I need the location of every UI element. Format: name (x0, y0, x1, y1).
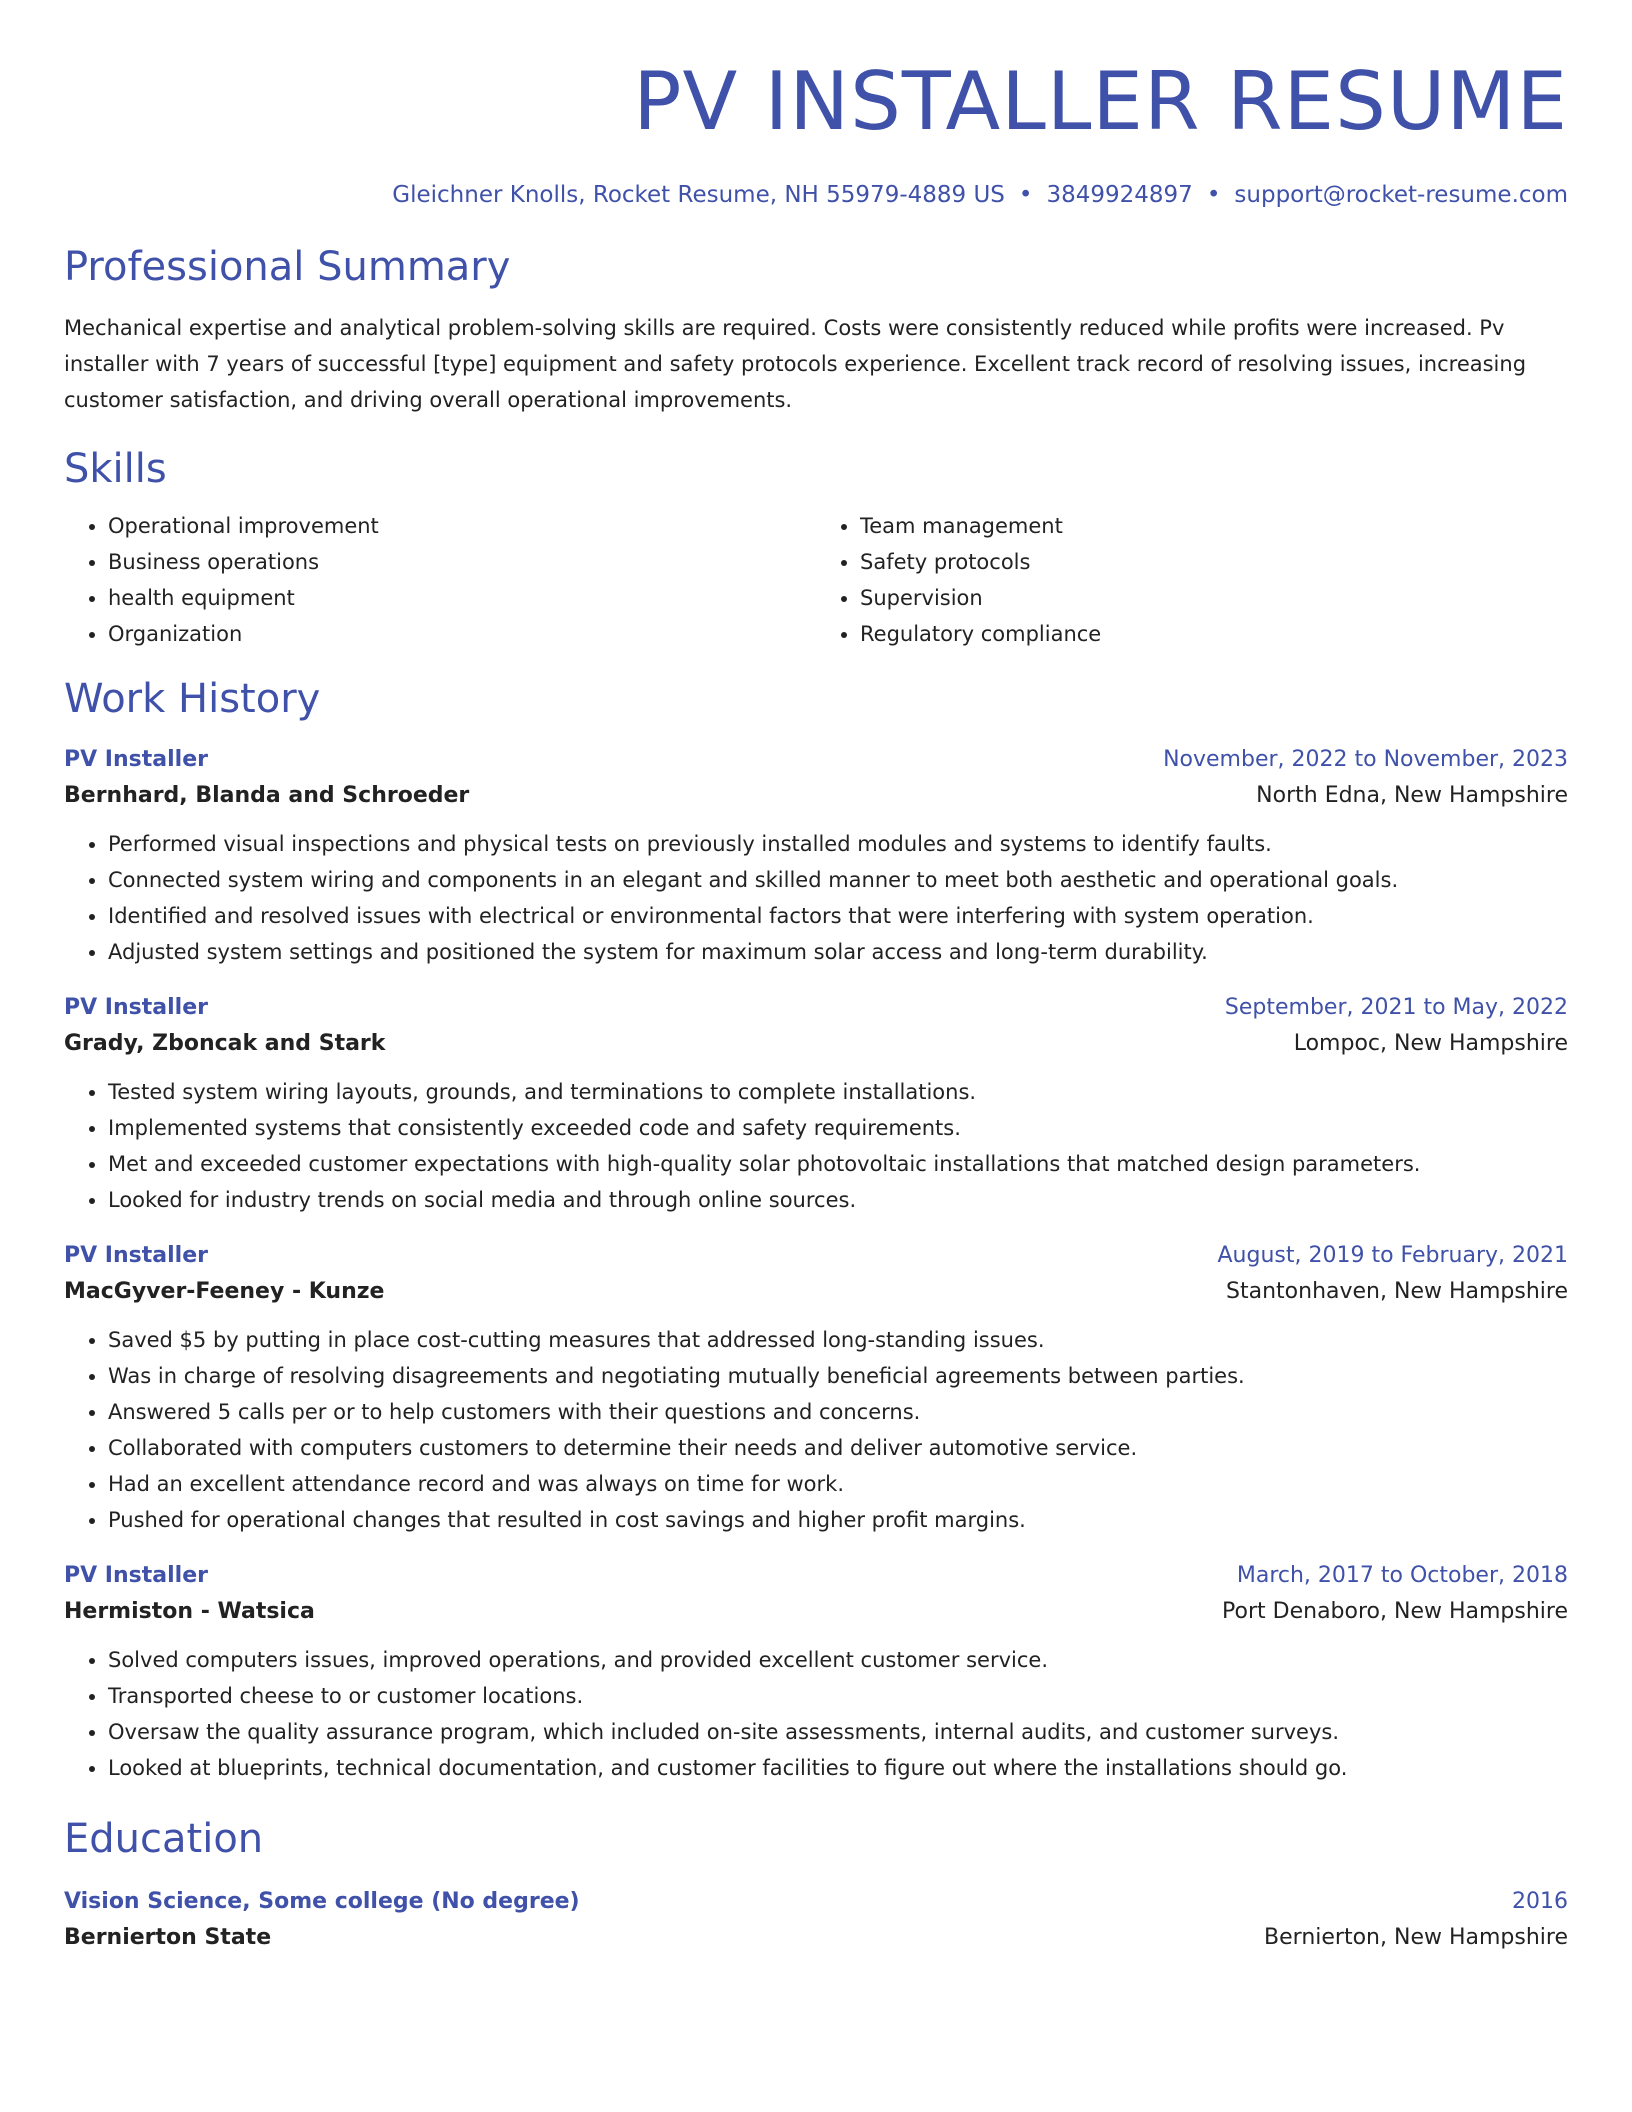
job-dates: September, 2021 to May, 2022 (1224, 995, 1568, 1020)
job-role: PV Installer (64, 995, 208, 1020)
job-company: Bernhard, Blanda and Schroeder (64, 783, 470, 808)
summary-heading: Professional Summary (64, 244, 511, 290)
job-entry (64, 742, 1568, 970)
job-bullet: • Transported cheese to or customer locations. (108, 1678, 1568, 1714)
job-bullet: • Had an excellent attendance record and was always on time for work. (108, 1466, 1568, 1502)
job-bullets (64, 1322, 1568, 1538)
job-entry (64, 990, 1568, 1218)
education-degree: Vision Science, Some college (No degree) (64, 1889, 580, 1914)
education-year: 2016 (1512, 1889, 1568, 1914)
summary-text: Mechanical expertise and analytical problem-solving skills are required. Costs were consistently reduced while profits were increased. Pv installer with 7 years of successful [type] equipment and safety protocols experience. Excellent track record of resolving issues, increasing customer satisfaction, and driving overall operational improvements. (64, 316, 1527, 412)
job-bullet: • Collaborated with computers customers to determine their needs and deliver automotive service. (108, 1430, 1568, 1466)
job-role: PV Installer (64, 1563, 208, 1588)
job-role: PV Installer (64, 1243, 208, 1268)
job-bullets (64, 826, 1568, 970)
skill-item: • health equipment (108, 580, 816, 616)
education-school: Bernierton State (64, 1925, 272, 1950)
job-bullet: • Was in charge of resolving disagreements and negotiating mutually beneficial agreements between parties. (108, 1358, 1568, 1394)
job-location: Lompoc, New Hampshire (1293, 1031, 1568, 1056)
job-bullet: • Solved computers issues, improved operations, and provided excellent customer service. (108, 1642, 1568, 1678)
education-entry (64, 1884, 1568, 1956)
job-location: Stantonhaven, New Hampshire (1226, 1279, 1568, 1304)
job-bullet: • Performed visual inspections and physical tests on previously installed modules and systems to identify faults. (108, 826, 1568, 862)
work-history-list (64, 742, 1568, 1786)
skill-item: • Supervision (860, 580, 1568, 616)
skill-item: • Team management (860, 508, 1568, 544)
job-bullet: • Looked for industry trends on social media and through online sources. (108, 1182, 1568, 1218)
job-company: Grady, Zboncak and Stark (64, 1031, 386, 1056)
job-bullet: • Tested system wiring layouts, grounds, and terminations to complete installations. (108, 1074, 1568, 1110)
job-company: MacGyver-Feeney - Kunze (64, 1279, 385, 1304)
job-bullet: • Identified and resolved issues with electrical or environmental factors that were interfering with system operation. (108, 898, 1568, 934)
contact-email: support@rocket-resume.com (1234, 182, 1568, 208)
job-role: PV Installer (64, 747, 208, 772)
resume-header (64, 0, 1568, 210)
job-dates: November, 2022 to November, 2023 (1163, 747, 1568, 772)
contact-separator: • (1206, 182, 1221, 208)
job-bullet: • Looked at blueprints, technical documentation, and customer facilities to figure out where the installations should go. (108, 1750, 1568, 1786)
job-entry (64, 1558, 1568, 1786)
skill-item: • Business operations (108, 544, 816, 580)
resume-title: PV INSTALLER RESUME (633, 55, 1568, 148)
job-bullet: • Saved $5 by putting in place cost-cutting measures that addressed long-standing issues. (108, 1322, 1568, 1358)
education-heading: Education (64, 1816, 264, 1862)
job-bullet: • Pushed for operational changes that resulted in cost savings and higher profit margins. (108, 1502, 1568, 1538)
job-bullet: • Answered 5 calls per or to help customers with their questions and concerns. (108, 1394, 1568, 1430)
job-bullet: • Adjusted system settings and positioned the system for maximum solar access and long-term durability. (108, 934, 1568, 970)
job-bullets (64, 1074, 1568, 1218)
education-location: Bernierton, New Hampshire (1264, 1925, 1568, 1950)
contact-phone: 3849924897 (1046, 182, 1193, 208)
skill-item: • Organization (108, 616, 816, 652)
skills-column-left (64, 508, 816, 652)
job-company: Hermiston - Watsica (64, 1599, 315, 1624)
skills-list (64, 508, 1568, 652)
job-dates: March, 2017 to October, 2018 (1236, 1563, 1568, 1588)
job-bullet: • Connected system wiring and components in an elegant and skilled manner to meet both aesthetic and operational goals. (108, 862, 1568, 898)
job-entry (64, 1238, 1568, 1538)
skill-item: • Regulatory compliance (860, 616, 1568, 652)
job-location: Port Denaboro, New Hampshire (1222, 1599, 1568, 1624)
contact-separator: • (1018, 182, 1033, 208)
contact-line (64, 180, 1568, 210)
skill-item: • Operational improvement (108, 508, 816, 544)
job-bullet: • Oversaw the quality assurance program, which included on-site assessments, internal audits, and customer surveys. (108, 1714, 1568, 1750)
skills-heading: Skills (64, 446, 167, 492)
work-history-heading: Work History (64, 676, 321, 722)
job-bullet: • Met and exceeded customer expectations with high-quality solar photovoltaic installations that matched design parameters. (108, 1146, 1568, 1182)
job-dates: August, 2019 to February, 2021 (1217, 1243, 1568, 1268)
job-bullet: • Implemented systems that consistently exceeded code and safety requirements. (108, 1110, 1568, 1146)
skills-column-right (816, 508, 1568, 652)
contact-address: Gleichner Knolls, Rocket Resume, NH 55979-4889 US (392, 182, 1005, 208)
job-bullets (64, 1642, 1568, 1786)
skill-item: • Safety protocols (860, 544, 1568, 580)
job-location: North Edna, New Hampshire (1256, 783, 1568, 808)
